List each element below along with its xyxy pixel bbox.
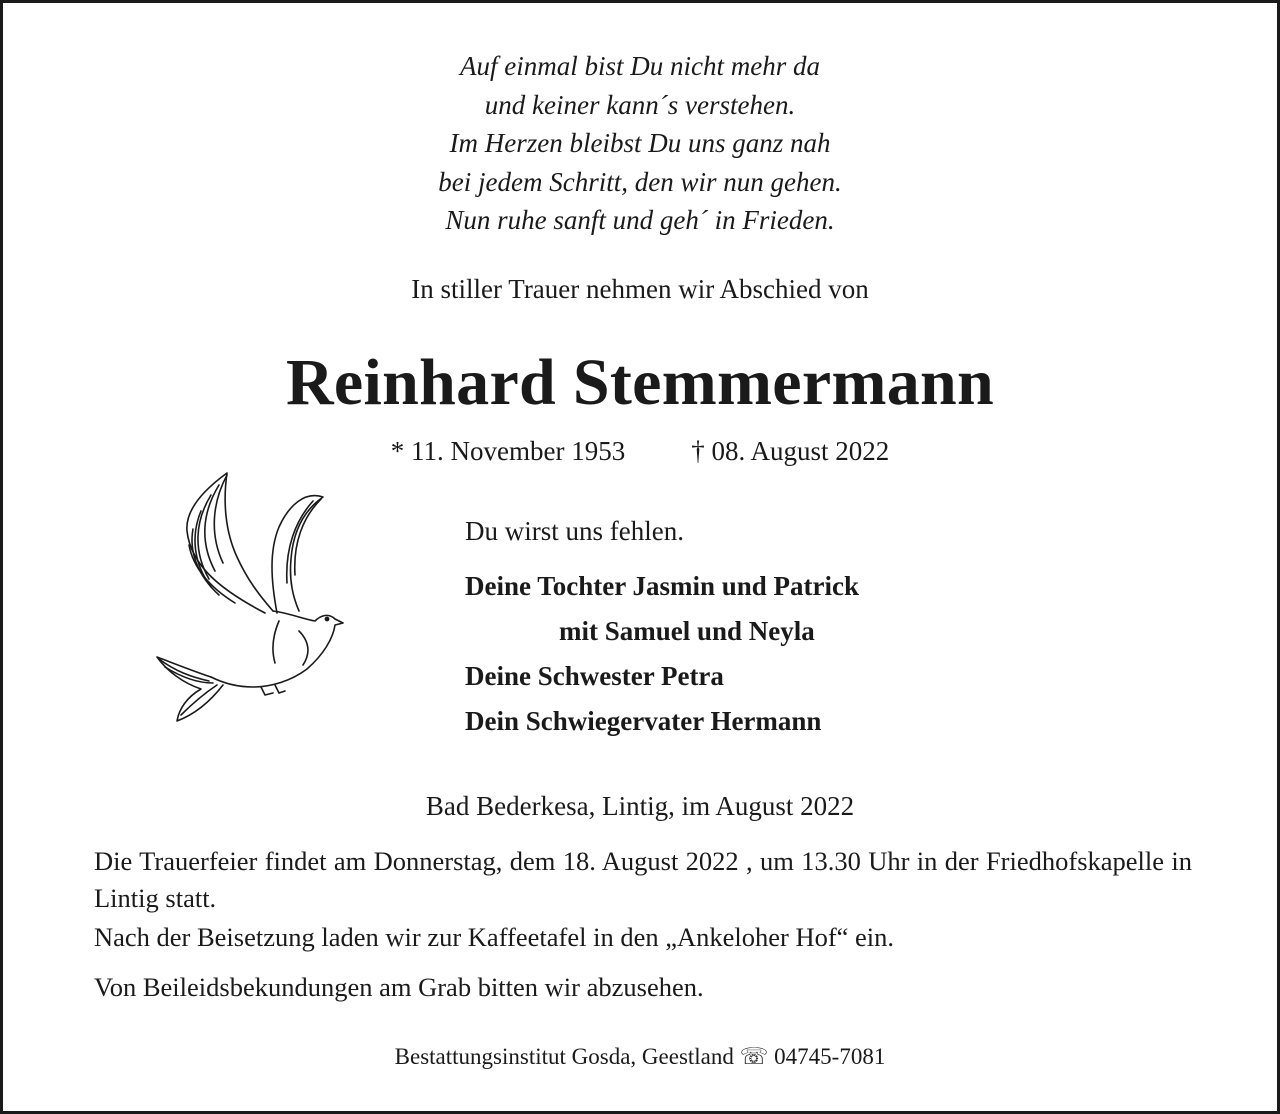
undertaker-name: Bestattungsinstitut Gosda, Geestland <box>394 1044 734 1069</box>
condolence-text: Von Beileidsbekundungen am Grab bitten wir abzusehen. <box>94 972 704 1002</box>
dove-icon <box>153 471 345 723</box>
phone-number: 04745-7081 <box>774 1044 886 1069</box>
poem-line: bei jedem Schritt, den wir nun gehen. <box>438 166 842 197</box>
service-text: Die Trauerfeier findet am Donnerstag, dem 18. August 2022 , um 13.30 Uhr in der Friedhofskapelle in Lintig statt. <box>94 846 1192 913</box>
place-date: Bad Bederkesa, Lintig, im August 2022 <box>425 791 855 821</box>
mourner-line: Deine Tochter Jasmin und Patrick <box>465 571 860 601</box>
poem-line: Im Herzen bleibst Du uns ganz nah <box>449 128 831 158</box>
mourner-line: Deine Schwester Petra <box>465 661 724 691</box>
farewell-text: Du wirst uns fehlen. <box>465 516 684 546</box>
poem <box>3 47 1277 240</box>
birth-date: * 11. November 1953 <box>390 436 626 466</box>
deceased-name: Reinhard Stemmermann <box>285 346 995 419</box>
phone-icon: ☏ <box>739 1044 769 1069</box>
undertaker-footer <box>3 1041 1277 1073</box>
poem-line: und keiner kann´s verstehen. <box>484 89 796 120</box>
life-dates <box>3 433 1277 469</box>
mourner-line: mit Samuel und Neyla <box>559 616 815 646</box>
death-date: † 08. August 2022 <box>691 436 890 466</box>
intro-text: In stiller Trauer nehmen wir Abschied von <box>411 274 869 304</box>
poem-line: Nun ruhe sanft und geh´ in Frieden. <box>445 205 835 235</box>
mourner-line: Dein Schwiegervater Hermann <box>465 706 822 736</box>
reception-text: Nach der Beisetzung laden wir zur Kaffeetafel in den „Ankeloher Hof“ ein. <box>94 922 895 952</box>
poem-line: Auf einmal bist Du nicht mehr da <box>460 51 820 81</box>
